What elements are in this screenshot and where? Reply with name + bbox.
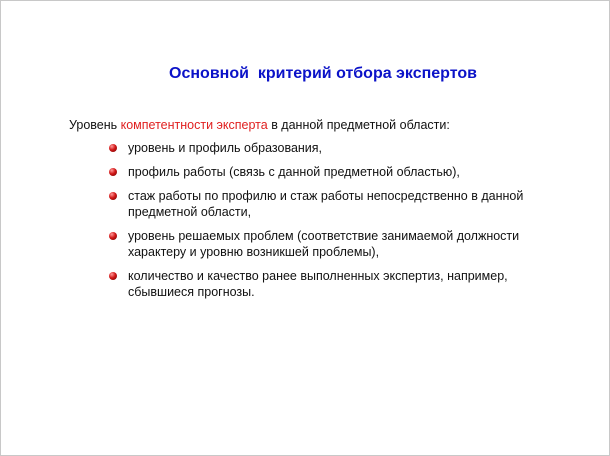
slide-title: Основной критерий отбора экспертов <box>169 65 477 82</box>
list-item-text: стаж работы по профилю и стаж работы непосредственно в данной предметной области, <box>128 189 524 219</box>
bullet-icon <box>109 168 117 176</box>
list-item <box>109 164 549 180</box>
intro-before: Уровень <box>69 118 121 132</box>
list-item-text: уровень и профиль образования, <box>128 141 323 155</box>
list-item-text: профиль работы (связь с данной предметной областью), <box>128 165 460 179</box>
intro-after: в данной предметной области: <box>267 118 450 132</box>
bullet-icon <box>109 144 117 152</box>
list-item <box>109 188 549 220</box>
bullet-icon <box>109 272 117 280</box>
intro-highlight: компетентности эксперта <box>120 118 268 132</box>
list-item-text: уровень решаемых проблем (соответствие занимаемой должности характеру и уровню возникшей проблемы), <box>128 229 520 259</box>
criteria-list <box>109 140 549 308</box>
intro-text <box>69 117 569 133</box>
list-item-text: количество и качество ранее выполненных экспертиз, например, сбывшиеся прогнозы. <box>128 269 508 299</box>
list-item <box>109 268 549 300</box>
list-item <box>109 228 549 260</box>
bullet-icon <box>109 192 117 200</box>
bullet-icon <box>109 232 117 240</box>
list-item <box>109 140 549 156</box>
